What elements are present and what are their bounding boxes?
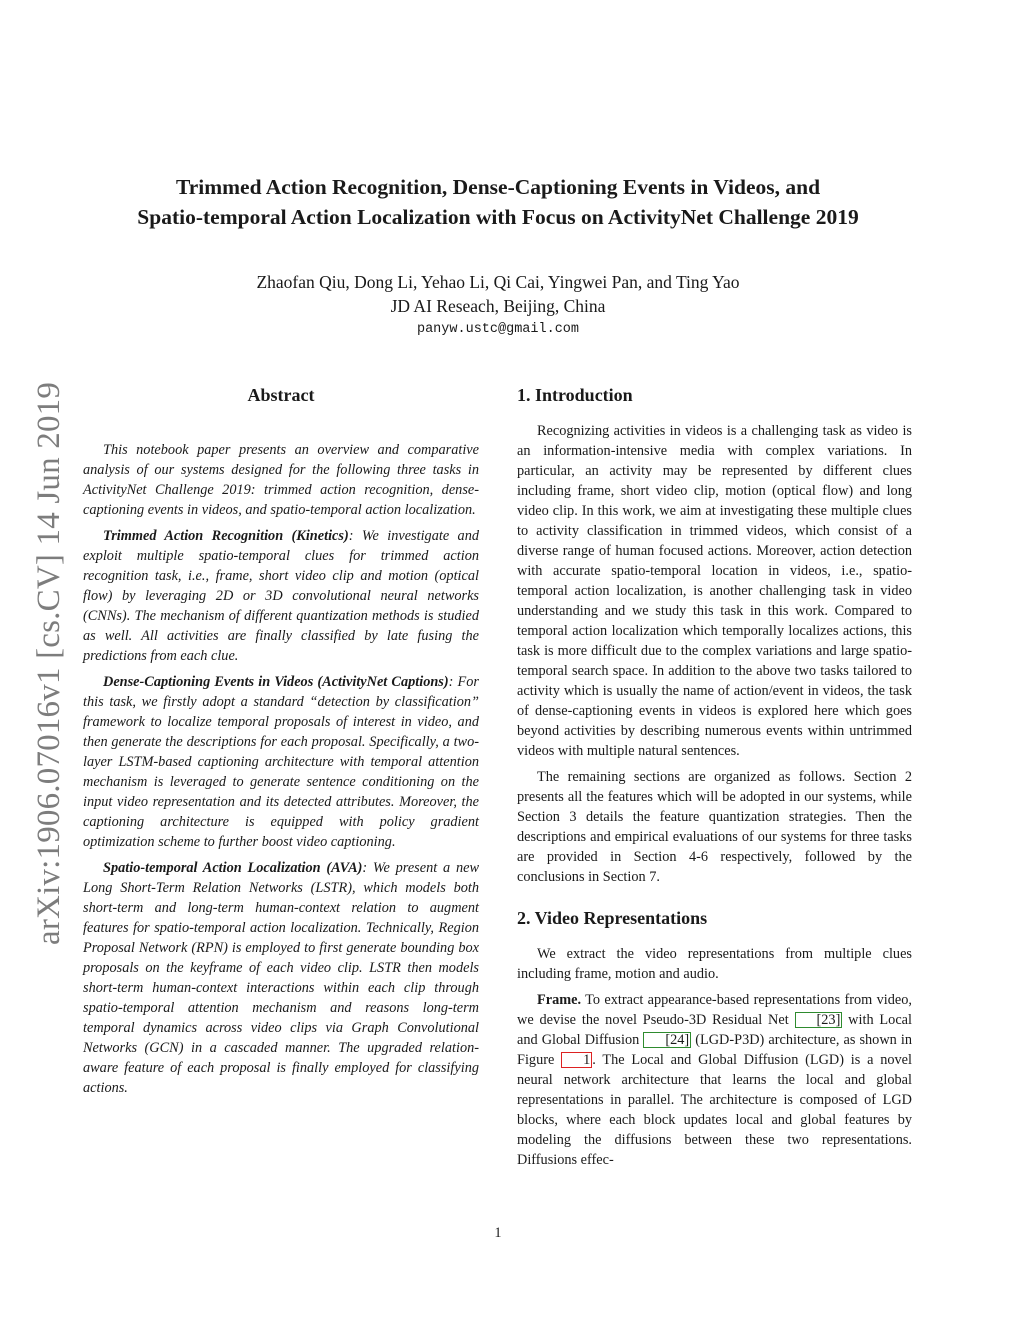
- title-line-2: Spatio-temporal Action Localization with Focus on ActivityNet Challenge 2019: [137, 205, 859, 229]
- run-in-heading: Trimmed Action Recognition (Kinetics): [103, 528, 349, 544]
- intro-paragraph: Recognizing activities in videos is a challenging task as video is an information-intensive media with complex variations. In particular, an activity may be represented by different clues including frame, short video clip, motion (optical flow) and long video clip. In this work, we aim at investigating these multiple clues to activity classification in trimmed videos, which consist of a diverse range of human focused actions. Moreover, action detection with accurate spatio-temporal location in videos, i.e., spatio-temporal action localization, is another challenging task in video understanding and we study this task in this work. Compared to temporal action localization which temporally localizes actions, this task is more difficult due to the complex variations and large spatio-temporal search space. In addition to the above two tasks tailored to activity which is usually the name of action/event in videos, the task of dense-captioning events in videos is explored here which goes beyond activities by describing numerous events within untrimmed videos with multiple natural sentences.: [517, 423, 912, 759]
- abstract-paragraph-kinetics: [83, 526, 479, 666]
- citation-link[interactable]: [24]: [643, 1032, 691, 1048]
- paragraph-body: . The Local and Global Diffusion (LGD) is a novel neural network architecture that learns the local and global representations in parallel. The architecture is composed of LGD blocks, where each block updates local and global features by modeling the diffusions between these two representations. Diffusions effec-: [517, 1052, 912, 1168]
- figure-link[interactable]: 1: [561, 1052, 592, 1068]
- run-in-heading: Spatio-temporal Action Localization (AVA): [103, 860, 363, 876]
- contact-email[interactable]: panyw.ustc@gmail.com: [416, 322, 580, 337]
- paragraph-body: : We investigate and exploit multiple spatio-temporal clues for trimmed action recognition task, i.e., frame, short video clip and motion (optical flow) by leveraging 2D or 3D convolutional neural networks (CNNs). The mechanism of different quantization methods is studied as well. All activities are finally classified by late fusing the predictions from each clue.: [83, 528, 480, 664]
- citation-link[interactable]: [23]: [795, 1012, 843, 1028]
- left-column: [83, 383, 479, 1104]
- frame-paragraph: [517, 990, 912, 1170]
- affiliation: JD AI Reseach, Beijing, China: [390, 296, 606, 316]
- abstract-heading: Abstract: [247, 385, 315, 405]
- abstract-paragraph: This notebook paper presents an overview and comparative analysis of our systems designed for the following three tasks in ActivityNet Challenge 2019: trimmed action recognition, dense-captioning events in videos, and spatio-temporal action localization.: [83, 442, 479, 518]
- section-heading-introduction: 1. Introduction: [517, 385, 633, 405]
- run-in-heading: Frame.: [537, 992, 582, 1008]
- paper-title: [60, 172, 936, 232]
- paragraph-body: : We present a new Long Short-Term Relation Networks (LSTR), which models both short-term and long-term human-context relation to augment features for spatio-temporal action localization. Technically, Region Proposal Network (RPN) is employed to first generate bounding box proposals on the keyframe of each video clip. LSTR then models short-term human-context interactions within each clip through spatio-temporal attention mechanism and reasons long-term temporal dynamics across video clips via Graph Convolutional Networks (GCN) in a cascaded manner. The upgraded relation-aware feature of each proposal is finally employed for classifying actions.: [83, 860, 479, 1096]
- video-rep-paragraph: We extract the video representations from multiple clues including frame, motion and audio.: [517, 946, 912, 982]
- author-block: [60, 270, 936, 318]
- right-column: [517, 383, 912, 1176]
- paragraph-body: : For this task, we firstly adopt a standard “detection by classification” framework to localize temporal proposals of interest in video, and then generate the descriptions for each proposal. Specifically, a two-layer LSTM-based captioning architecture with temporal attention mechanism is leveraged to generate sentence conditioning on the input video representation and its detected attributes. Moreover, the captioning architecture is equipped with policy gradient optimization scheme to further boost video captioning.: [83, 674, 479, 850]
- arxiv-sidebar-stamp: arXiv:1906.07016v1 [cs.CV] 14 Jun 2019: [31, 381, 67, 945]
- abstract-paragraph-ava: [83, 858, 479, 1098]
- paragraph-body: (LGD-P3D) architecture, as shown in Figure: [517, 1032, 912, 1068]
- page-number: 1: [494, 1225, 502, 1241]
- intro-paragraph: The remaining sections are organized as follows. Section 2 presents all the features which will be adopted in our systems, while Section 3 details the feature quantization strategies. Then the descriptions and empirical evaluations of our systems for three tasks are provided in Section 4-6 respectively, followed by the conclusions in Section 7.: [517, 769, 912, 885]
- paragraph-body: To extract appearance-based representations from video, we devise the novel Pseudo-3D Residual Net: [517, 992, 912, 1028]
- abstract-paragraph-captions: [83, 672, 479, 852]
- paragraph-body: with Local and Global Diffusion: [517, 1012, 912, 1048]
- title-line-1: Trimmed Action Recognition, Dense-Captioning Events in Videos, and: [175, 175, 821, 199]
- section-heading-video-representations: 2. Video Representations: [517, 908, 708, 928]
- run-in-heading: Dense-Captioning Events in Videos (ActivityNet Captions): [103, 674, 449, 690]
- author-list: Zhaofan Qiu, Dong Li, Yehao Li, Qi Cai, Yingwei Pan, and Ting Yao: [256, 272, 740, 292]
